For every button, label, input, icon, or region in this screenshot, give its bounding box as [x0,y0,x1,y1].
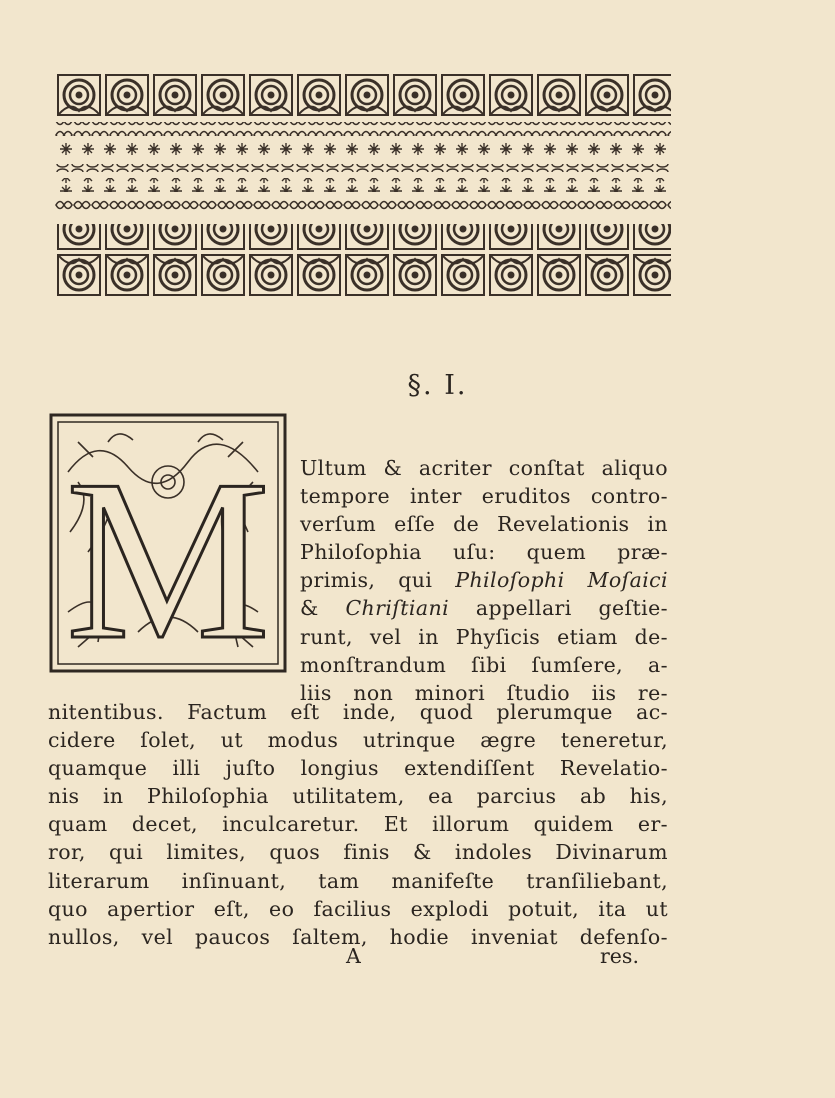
italic-term: Chriſtiani [345,596,450,621]
text-line: quamque illi juſto longius extendiſſent Revelatio- [48,756,668,781]
paragraph-opening-lines [300,454,668,707]
text-line: ror, qui limites, quos finis & indoles Divinarum [48,840,668,865]
text-line: cidere ſolet, ut modus utrinque ægre teneretur, [48,728,668,753]
text-line: runt, vel in Phyſicis etiam de- [300,624,668,649]
signature-mark: A [346,944,361,968]
paragraph-continuation [48,698,668,951]
text-line: Ultum & acriter conſtat aliquo [300,456,668,480]
section-heading: §. I. [407,370,468,401]
text-segment: appellari geſtie- [449,596,668,621]
decorated-initial-m [48,412,288,674]
text-line: monſtrandum ſibi ſumſere, a- [300,652,668,677]
text-line: tempore inter eruditos contro- [300,484,668,509]
text-line: nis in Philoſophia utilitatem, ea parcius ab his, [48,784,668,809]
text-line: literarum inſinuant, tam manifeſte tranſiliebant, [48,868,668,893]
text-segment: primis, qui [300,568,456,593]
text-line [300,594,668,622]
text-line [300,566,668,594]
italic-term: Philoſophi Moſaici [455,568,668,593]
text-line: nitentibus. Factum eſt inde, quod plerumque ac- [48,700,668,724]
text-line: nullos, vel paucos ſaltem, hodie inveniat defenſo- [48,924,668,949]
catchword: res. [600,944,639,968]
text-line: quo apertior eſt, eo facilius explodi potuit, ita ut [48,896,668,921]
text-line: verſum eſſe de Revelationis in [300,512,668,537]
text-segment: & [300,596,346,621]
ornamental-headpiece [55,72,671,298]
text-line: quam decet, inculcaretur. Et illorum quidem er- [48,812,668,837]
text-line: Philoſophia uſu: quem præ- [300,540,668,565]
text-line: liis non minori ſtudio iis re- [300,680,668,705]
initial-letter: M [65,432,271,674]
